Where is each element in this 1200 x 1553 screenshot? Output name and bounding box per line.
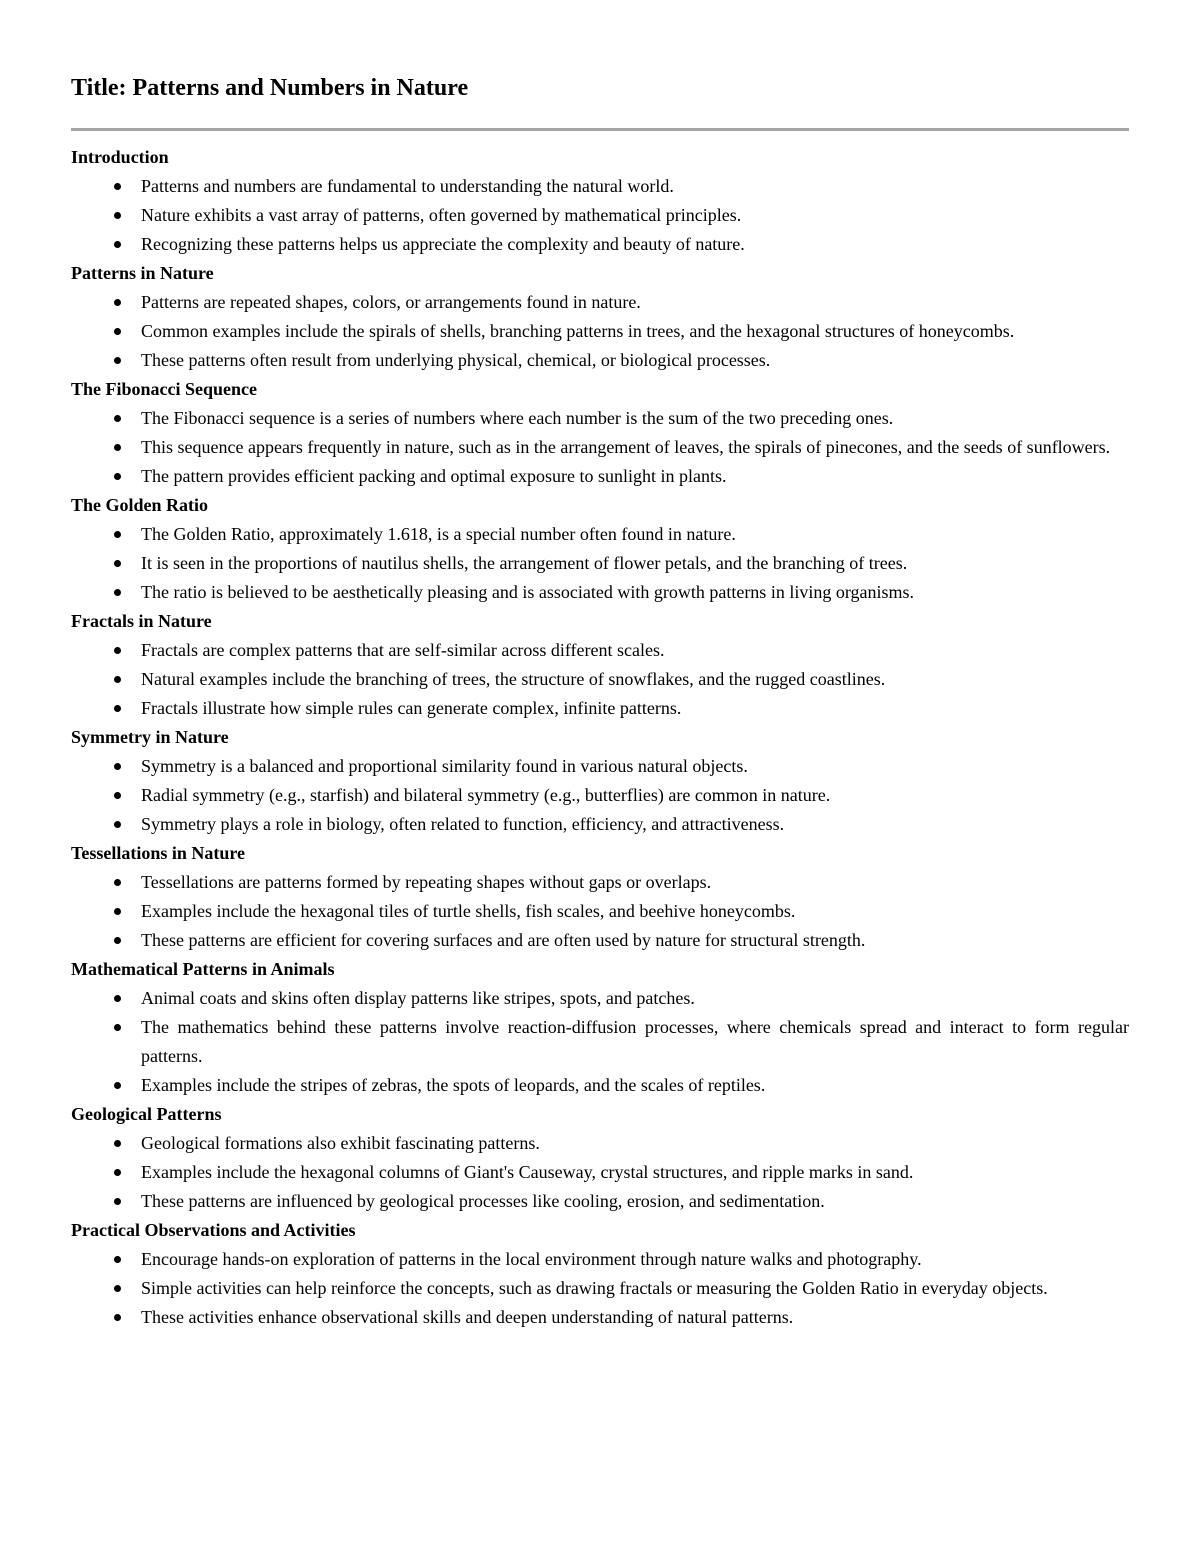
bullet-icon <box>114 1169 121 1176</box>
bullet-text: Simple activities can help reinforce the concepts, such as drawing fractals or measuring the Golden Ratio in everyday objects. <box>141 1278 1048 1298</box>
section-heading: Fractals in Nature <box>71 611 212 631</box>
bullet-item <box>71 1013 1129 1071</box>
bullet-text: These activities enhance observational skills and deepen understanding of natural patterns. <box>141 1307 794 1327</box>
bullet-item <box>71 288 1129 317</box>
bullet-text: Symmetry is a balanced and proportional similarity found in various natural objects. <box>141 756 748 776</box>
bullet-icon <box>114 763 121 770</box>
bullet-item <box>71 1071 1129 1100</box>
bullet-icon <box>114 792 121 799</box>
bullet-icon <box>114 1256 121 1263</box>
bullet-icon <box>114 647 121 654</box>
bullet-item <box>71 1129 1129 1158</box>
bullet-icon <box>114 328 121 335</box>
section-10 <box>71 1216 1129 1332</box>
section-heading: Introduction <box>71 147 169 167</box>
section-heading: The Golden Ratio <box>71 495 209 515</box>
bullet-item <box>71 404 1129 433</box>
bullet-text: It is seen in the proportions of nautilus shells, the arrangement of flower petals, and the branching of trees. <box>141 553 908 573</box>
bullet-list <box>71 520 1129 607</box>
bullet-text: Geological formations also exhibit fascinating patterns. <box>141 1133 540 1153</box>
bullet-icon <box>114 415 121 422</box>
bullet-text: Encourage hands-on exploration of patterns in the local environment through nature walks and photography. <box>141 1249 922 1269</box>
bullet-icon <box>114 357 121 364</box>
bullet-item <box>71 1303 1129 1332</box>
section-7 <box>71 839 1129 955</box>
bullet-icon <box>114 531 121 538</box>
bullet-list <box>71 404 1129 491</box>
section-1 <box>71 143 1129 259</box>
bullet-icon <box>114 560 121 567</box>
bullet-text: These patterns often result from underlying physical, chemical, or biological processes. <box>141 350 771 370</box>
bullet-item <box>71 1187 1129 1216</box>
bullet-item <box>71 1274 1129 1303</box>
bullet-text: Fractals are complex patterns that are self-similar across different scales. <box>141 640 665 660</box>
bullet-text: Nature exhibits a vast array of patterns, often governed by mathematical principles. <box>141 205 742 225</box>
bullet-item <box>71 1158 1129 1187</box>
section-3 <box>71 375 1129 491</box>
bullet-icon <box>114 1024 121 1031</box>
bullet-item <box>71 346 1129 375</box>
bullet-icon <box>114 212 121 219</box>
bullet-item <box>71 201 1129 230</box>
section-heading: Geological Patterns <box>71 1104 222 1124</box>
section-heading: Mathematical Patterns in Animals <box>71 959 335 979</box>
bullet-text: Common examples include the spirals of shells, branching patterns in trees, and the hexagonal structures of honeycombs. <box>141 321 1015 341</box>
bullet-icon <box>114 995 121 1002</box>
bullet-icon <box>114 908 121 915</box>
bullet-icon <box>114 676 121 683</box>
bullet-item <box>71 665 1129 694</box>
bullet-text: These patterns are influenced by geological processes like cooling, erosion, and sedimentation. <box>141 1191 825 1211</box>
bullet-text: The Golden Ratio, approximately 1.618, is a special number often found in nature. <box>141 524 736 544</box>
bullet-text: Symmetry plays a role in biology, often related to function, efficiency, and attractiveness. <box>141 814 785 834</box>
bullet-text: Patterns and numbers are fundamental to understanding the natural world. <box>141 176 674 196</box>
bullet-icon <box>114 1285 121 1292</box>
bullet-text: Examples include the hexagonal tiles of turtle shells, fish scales, and beehive honeycombs. <box>141 901 796 921</box>
bullet-icon <box>114 241 121 248</box>
bullet-text: The mathematics behind these patterns involve reaction-diffusion processes, where chemicals spread and interact to form regular patterns. <box>141 1017 1129 1066</box>
section-5 <box>71 607 1129 723</box>
bullet-icon <box>114 1198 121 1205</box>
bullet-item <box>71 230 1129 259</box>
bullet-item <box>71 172 1129 201</box>
bullet-icon <box>114 444 121 451</box>
bullet-icon <box>114 183 121 190</box>
bullet-item <box>71 926 1129 955</box>
bullet-icon <box>114 937 121 944</box>
bullet-item <box>71 897 1129 926</box>
bullet-text: Natural examples include the branching of trees, the structure of snowflakes, and the rugged coastlines. <box>141 669 886 689</box>
bullet-icon <box>114 879 121 886</box>
bullet-item <box>71 520 1129 549</box>
bullet-icon <box>114 1140 121 1147</box>
bullet-list <box>71 1245 1129 1332</box>
section-heading: Symmetry in Nature <box>71 727 229 747</box>
bullet-list <box>71 288 1129 375</box>
document-title: Title: Patterns and Numbers in Nature <box>71 75 469 101</box>
section-9 <box>71 1100 1129 1216</box>
bullet-text: The Fibonacci sequence is a series of numbers where each number is the sum of the two preceding ones. <box>141 408 894 428</box>
bullet-text: Patterns are repeated shapes, colors, or arrangements found in nature. <box>141 292 641 312</box>
bullet-text: Examples include the hexagonal columns of Giant's Causeway, crystal structures, and ripple marks in sand. <box>141 1162 914 1182</box>
bullet-list <box>71 636 1129 723</box>
bullet-icon <box>114 473 121 480</box>
bullet-item <box>71 1245 1129 1274</box>
bullet-text: Fractals illustrate how simple rules can generate complex, infinite patterns. <box>141 698 682 718</box>
bullet-item <box>71 317 1129 346</box>
bullet-list <box>71 172 1129 259</box>
bullet-list <box>71 984 1129 1100</box>
section-heading: Tessellations in Nature <box>71 843 246 863</box>
bullet-item <box>71 752 1129 781</box>
section-heading: Patterns in Nature <box>71 263 214 283</box>
bullet-item <box>71 781 1129 810</box>
bullet-item <box>71 433 1129 462</box>
bullet-text: Recognizing these patterns helps us appreciate the complexity and beauty of nature. <box>141 234 745 254</box>
title-divider <box>71 128 1129 131</box>
bullet-list <box>71 752 1129 839</box>
bullet-text: The ratio is believed to be aesthetically pleasing and is associated with growth patterns in living organisms. <box>141 582 914 602</box>
bullet-icon <box>114 299 121 306</box>
bullet-list <box>71 1129 1129 1216</box>
bullet-text: Examples include the stripes of zebras, the spots of leopards, and the scales of reptiles. <box>141 1075 766 1095</box>
section-4 <box>71 491 1129 607</box>
bullet-icon <box>114 705 121 712</box>
section-2 <box>71 259 1129 375</box>
bullet-item <box>71 810 1129 839</box>
bullet-list <box>71 868 1129 955</box>
bullet-text: Radial symmetry (e.g., starfish) and bilateral symmetry (e.g., butterflies) are common in nature. <box>141 785 831 805</box>
bullet-icon <box>114 1082 121 1089</box>
bullet-item <box>71 984 1129 1013</box>
bullet-text: Tessellations are patterns formed by repeating shapes without gaps or overlaps. <box>141 872 712 892</box>
bullet-item <box>71 462 1129 491</box>
section-6 <box>71 723 1129 839</box>
bullet-item <box>71 694 1129 723</box>
section-heading: The Fibonacci Sequence <box>71 379 258 399</box>
bullet-icon <box>114 1314 121 1321</box>
bullet-text: The pattern provides efficient packing and optimal exposure to sunlight in plants. <box>141 466 727 486</box>
bullet-text: This sequence appears frequently in nature, such as in the arrangement of leaves, the spirals of pinecones, and the seeds of sunflowers. <box>141 437 1111 457</box>
section-heading: Practical Observations and Activities <box>71 1220 356 1240</box>
bullet-item <box>71 868 1129 897</box>
bullet-icon <box>114 821 121 828</box>
section-8 <box>71 955 1129 1100</box>
bullet-item <box>71 549 1129 578</box>
bullet-text: Animal coats and skins often display patterns like stripes, spots, and patches. <box>141 988 695 1008</box>
bullet-item <box>71 578 1129 607</box>
document-body <box>71 143 1129 1332</box>
bullet-item <box>71 636 1129 665</box>
bullet-text: These patterns are efficient for covering surfaces and are often used by nature for structural strength. <box>141 930 866 950</box>
bullet-icon <box>114 589 121 596</box>
